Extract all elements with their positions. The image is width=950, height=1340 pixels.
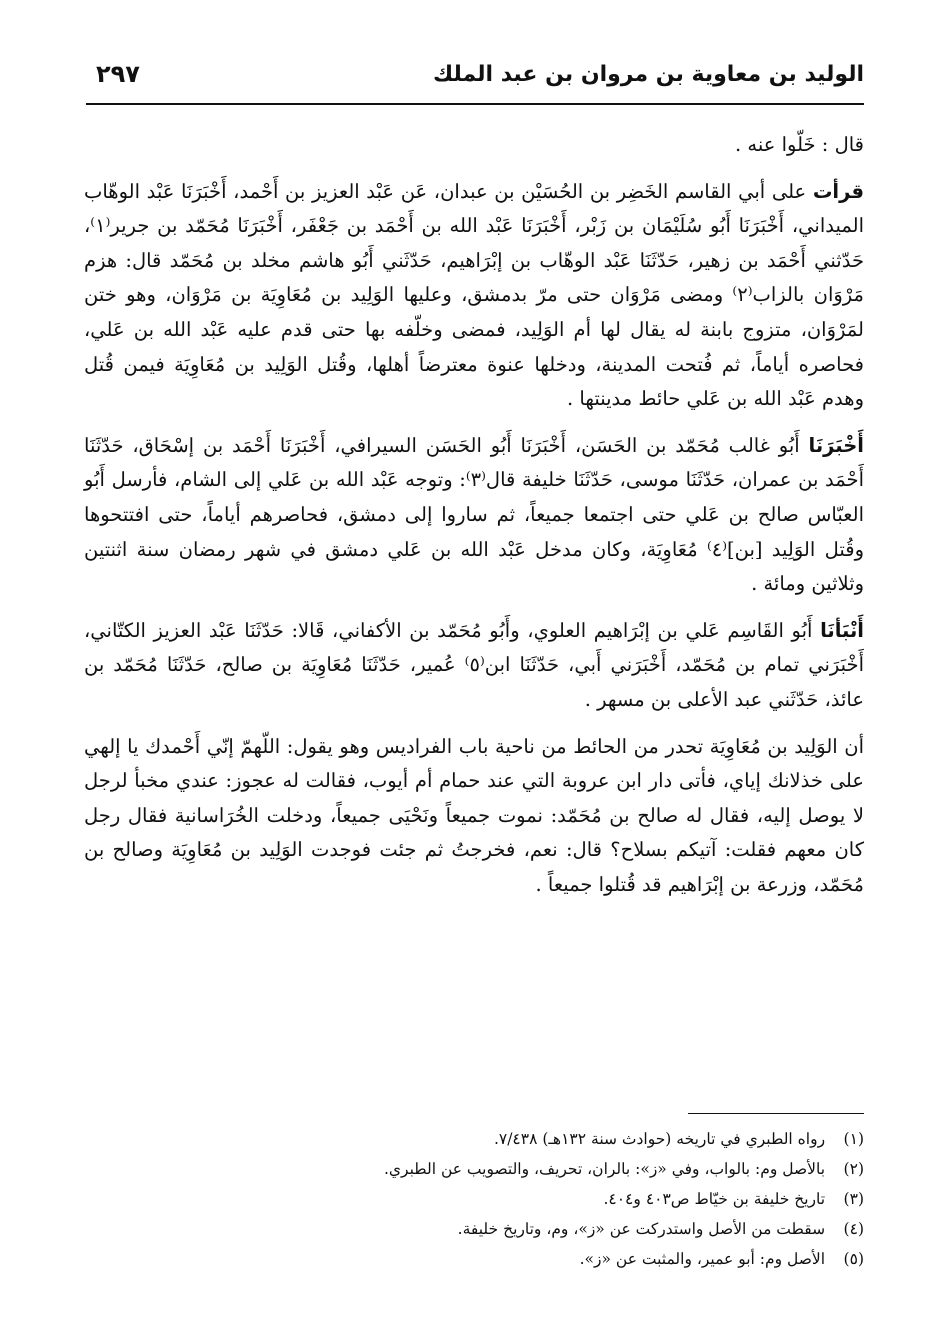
header-title: الوليد بن معاوية بن مروان بن عبد الملك [433, 62, 864, 87]
paragraph-2-text: على أبي القاسم الخَضِر بن الحُسَيْن بن عبدان، عَن عَبْد العزيز بن أَحْمد، أَخْبَرَنَا عَبْد الوهّاب الميداني، أَخْبَرَنَا أَبُو سُلَيْمَان بن زَبْر، أَخْبَرَنَا عَبْد الله بن أَحْمَد بن جَعْفَر، أَخْبَرَنَا مُحَمّد بن جرير⁽١⁾، حَدّثني أَحْمَد بن زهير، حَدّثَنَا عَبْد الوهّاب بن إبْرَاهيم، حَدّثَني أَبُو هاشم مخلد بن مُحَمّد قال: هزم مَرْوَان بالزاب⁽٢⁾ ومضى مَرْوَان حتى مرّ بدمشق، وعليها الوَلِيد بن مُعَاوِيَة بن مَرْوَان، وهو ختن لمَرْوَان، متزوج بابنة له يقال لها أم الوَلِيد، فمضى وخلّفه بها حتى قدم عليه عَبْد الله بن عَلي، فحاصره أياماً، ثم فُتحت المدينة، ودخلها عنوة معترضاً أهلها، وقُتل الوَلِيد بن مُعَاوِيَة فيمن قُتل وهدم عَبْد الله بن عَلي حائط مدينتها . [84, 179, 864, 411]
footnote-text: رواه الطبري في تاريخه (حوادث سنة ١٣٢هـ) ٧/٤٣٨. [493, 1130, 826, 1148]
paragraph-gap [84, 163, 864, 175]
paragraph-2-lead: قرأت [812, 179, 864, 203]
header-rule [86, 103, 864, 105]
footnotes [86, 1124, 864, 1274]
paragraph-4-text: أَبُو القَاسِم عَلي بن إبْرَاهيم العلوي، وأَبُو مُحَمّد بن الأكفاني، قَالا: حَدّثَنَا عَبْد العزيز الكتّاني، أَخْبَرَني تمام بن مُحَمّد، أَخْبَرَني أَبي، حَدّثَنَا ابن⁽٥⁾ عُمير، حَدّثَنَا مُعَاوِيَة بن صالح، حَدّثَنَا مُحَمّد بن عائذ، حَدّثَني عبد الأعلى بن مسهر . [84, 618, 864, 711]
paragraph-3-lead: أَخْبَرَنَا [808, 433, 864, 457]
paragraph-1 [84, 128, 864, 163]
paragraph-3 [84, 429, 864, 602]
paragraph-3-text: أَبُو غالب مُحَمّد بن الحَسَن، أَخْبَرَنَا أَبُو الحَسَن السيرافي، أَخْبَرَنَا أَحْمَد بن إسْحَاق، حَدّثَنَا أَحْمَد بن عمران، حَدّثَنَا موسى، حَدّثَنَا خليفة قال⁽٣⁾: وتوجه عَبْد الله بن عَلي إلى الشام، فأرسل أَبُو العبّاس صالح بن عَلي حتى اجتمعا جميعاً، ثم ساروا إلى دمشق، فحاصرهم أياماً، حتى افتتحوها وقُتل الوَلِيد [بن]⁽٤⁾ مُعَاوِيَة، وكان مدخل عَبْد الله بن عَلي دمشق في شهر رمضان سنة اثنتين وثلاثين ومائة . [84, 433, 865, 596]
footnote-5 [86, 1244, 864, 1274]
paragraph-5-text: أن الوَلِيد بن مُعَاوِيَة تحدر من الحائط من ناحية باب الفراديس وهو يقول: اللّهمّ إنّي أَحْمدك يا إلهي على خذلانك إياي، فأتى دار ابن عروبة التي عند حمام أم أيوب، فقالت له عجوز: عندي مخبأ لرجل لا يوصل إليه، فقال له صالح بن مُحَمّد: نموت جميعاً ونَحْيَى جميعاً، ودخلت الخُرَاسانية فقال رجل كان معهم فقلت: آتيكم بسلاح؟ قال: نعم، فخرجتُ ثم جئت فوجدت الوَلِيد بن مُعَاوِيَة وصالح بن مُحَمّد، وزرعة بن إبْرَاهيم قد قُتلوا جميعاً . [84, 734, 864, 896]
footnote-rule [688, 1113, 864, 1114]
paragraph-4 [84, 614, 864, 718]
paragraph-4-lead: أَنْبَأنَا [820, 618, 864, 642]
footnote-number: (٢) [843, 1160, 864, 1178]
footnote-number: (٥) [843, 1250, 864, 1268]
footnote-3 [86, 1184, 864, 1214]
paragraph-gap [84, 718, 864, 730]
paragraph-gap [84, 417, 864, 429]
footnote-number: (٣) [843, 1190, 864, 1208]
paragraph-gap [84, 602, 864, 614]
footnote-text: بالأصل وم: بالواب، وفي «ز»: بالران، تحريف، والتصويب عن الطبري. [383, 1160, 826, 1178]
footnote-2 [86, 1154, 864, 1184]
paragraph-2 [84, 175, 864, 417]
footnote-number: (٤) [843, 1220, 864, 1238]
paragraph-5 [84, 730, 864, 903]
footnote-text: تاريخ خليفة بن خيّاط ص٤٠٣ و٤٠٤. [603, 1190, 826, 1208]
page-number: ٢٩٧ [96, 60, 140, 88]
footnote-4 [86, 1214, 864, 1244]
main-text [84, 128, 864, 902]
footnote-text: سقطت من الأصل واستدركت عن «ز»، وم، وتاريخ خليفة. [457, 1220, 826, 1238]
footnote-number: (١) [843, 1130, 864, 1148]
footnote-1 [86, 1124, 864, 1154]
footnote-text: الأصل وم: أبو عمير، والمثبت عن «ز». [579, 1250, 826, 1268]
paragraph-1-text: قال : خَلّوا عنه . [735, 133, 864, 156]
running-header [96, 60, 864, 100]
